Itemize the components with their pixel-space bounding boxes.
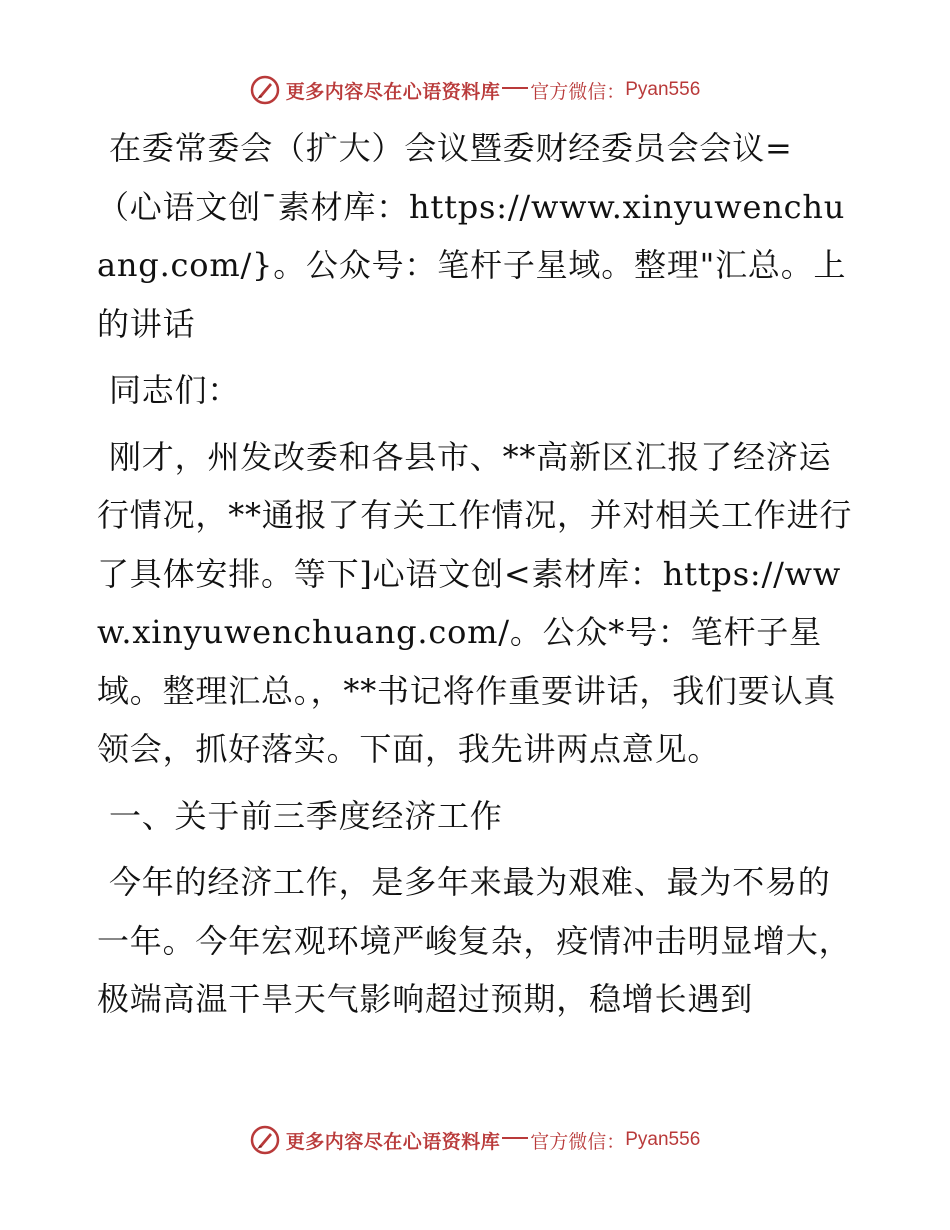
- quill-pen-icon: [250, 75, 280, 105]
- banner-wechat-label: 官方微信：: [530, 1130, 626, 1153]
- quill-pen-icon: [250, 1125, 280, 1155]
- body-paragraph: 刚才，州发改委和各县市、**高新区汇报了经济运行情况，**通报了有关工作情况，并对相关工作进行了具体安排。等下]心语文创<素材库：https://www.xinyuwenchuang.com/。公众*号：笔杆子星域。整理汇总。，**书记将作重要讲话，我们要认真领会，抓好落实。下面，我先讲两点意见。: [97, 437, 853, 768]
- banner-wechat-id: Pyan556: [625, 79, 701, 100]
- section-heading: 一、关于前三季度经济工作: [109, 796, 503, 835]
- document-body: [97, 119, 857, 1029]
- banner-text: 更多内容尽在心语资料库: [285, 80, 501, 103]
- banner-wechat-id: Pyan556: [625, 1129, 701, 1150]
- header-banner: [0, 70, 950, 110]
- banner-wechat-label: 官方微信：: [530, 80, 626, 103]
- banner-text: 更多内容尽在心语资料库: [285, 1130, 501, 1153]
- body-paragraph: 今年的经济工作，是多年来最为艰难、最为不易的一年。今年宏观环境严峻复杂，疫情冲击明显增大，极端高温干旱天气影响超过预期，稳增长遇到: [97, 863, 852, 1018]
- footer-banner: [0, 1120, 950, 1160]
- salutation: 同志们：: [109, 371, 241, 409]
- banner-dash: [502, 1137, 528, 1139]
- banner-dash: [502, 87, 528, 89]
- document-title: 在委常委会（扩大）会议暨委财经委员会会议=（心语文创¯素材库：https://www.xinyuwenchuang.com/}。公众号：笔杆子星域。整理"汇总。上的讲话: [97, 129, 847, 343]
